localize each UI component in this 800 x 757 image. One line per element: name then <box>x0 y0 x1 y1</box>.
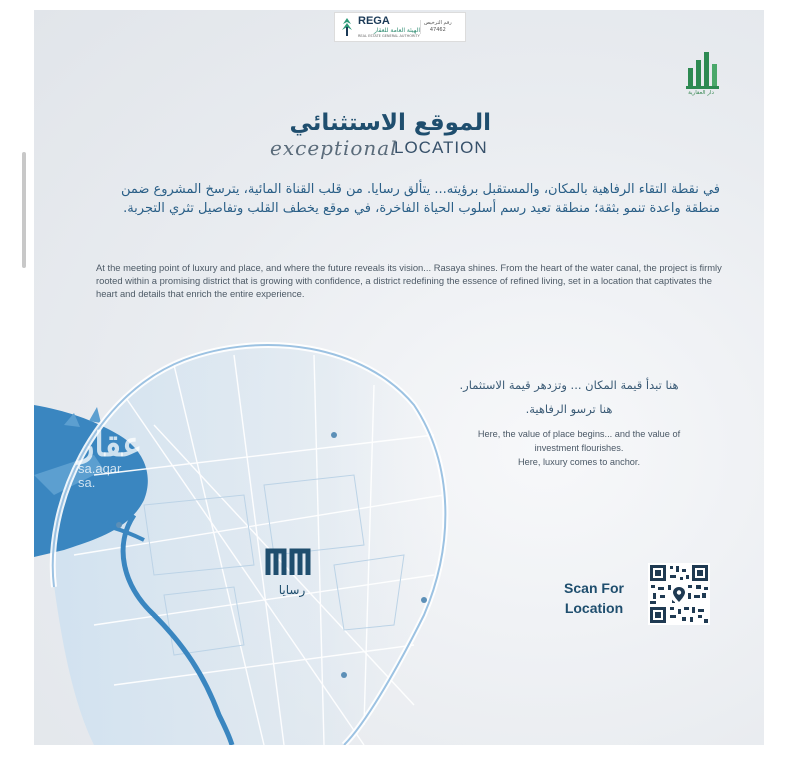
tagline-english: Here, the value of place begins... and the value of investment flourishes. Here, luxury comes to anchor. <box>477 429 681 467</box>
intro-english: At the meeting point of luxury and place, and where the future reveals its vision... Rasaya shines. From the heart of the water canal, the project is firmly rooted within a promising district that is growing with confidence, a district redefining the essence of refined living, set in a location that captivates the heart and details that enrich the entire experience. <box>96 262 722 300</box>
tagline-arabic: هنا تبدأ قيمة المكان ... وتزدهر قيمة الاستثمار. هنا ترسو الرفاهية. <box>459 378 679 416</box>
rega-english: REAL ESTATE GENERAL AUTHORITY <box>358 34 420 38</box>
title-arabic: الموقع الاستثنائي <box>289 110 491 136</box>
poster <box>34 10 764 745</box>
dar-logo-icon <box>682 48 722 96</box>
title-english: LOCATION <box>394 138 488 157</box>
scrollbar[interactable] <box>22 152 26 268</box>
rasaya-logo-icon <box>262 545 322 579</box>
qr-code-icon[interactable] <box>648 563 710 625</box>
project-name: رسايا <box>278 583 306 597</box>
intro-arabic: في نقطة التقاء الرفاهية بالمكان، والمستقبل برؤيته... يتألق رسايا. من قلب القناة المائية، يترسخ المشروع ضمن منطقة واعدة تنمو بثقة؛ منطقة تعيد رسم أسلوب الحياة الفاخرة، في موقع يخطف القلب وتفاصيل تثري التجربة. <box>120 182 720 216</box>
license-label: رقم الترخيص <box>424 20 452 26</box>
rega-arabic: الهيئة العامة للعقار <box>373 27 420 34</box>
license-number: 47462 <box>429 27 446 33</box>
scan-for-location: Scan For Location <box>564 580 624 616</box>
title-script: exceptional <box>270 136 398 160</box>
aqar-watermark: عقار sa.aqar sa. <box>78 426 143 490</box>
rega-name: REGA <box>358 15 390 27</box>
rega-badge <box>334 12 466 42</box>
project-logo <box>262 545 322 605</box>
brand-subtitle: دار العقارية <box>688 90 714 96</box>
rega-logo-icon <box>339 16 355 38</box>
